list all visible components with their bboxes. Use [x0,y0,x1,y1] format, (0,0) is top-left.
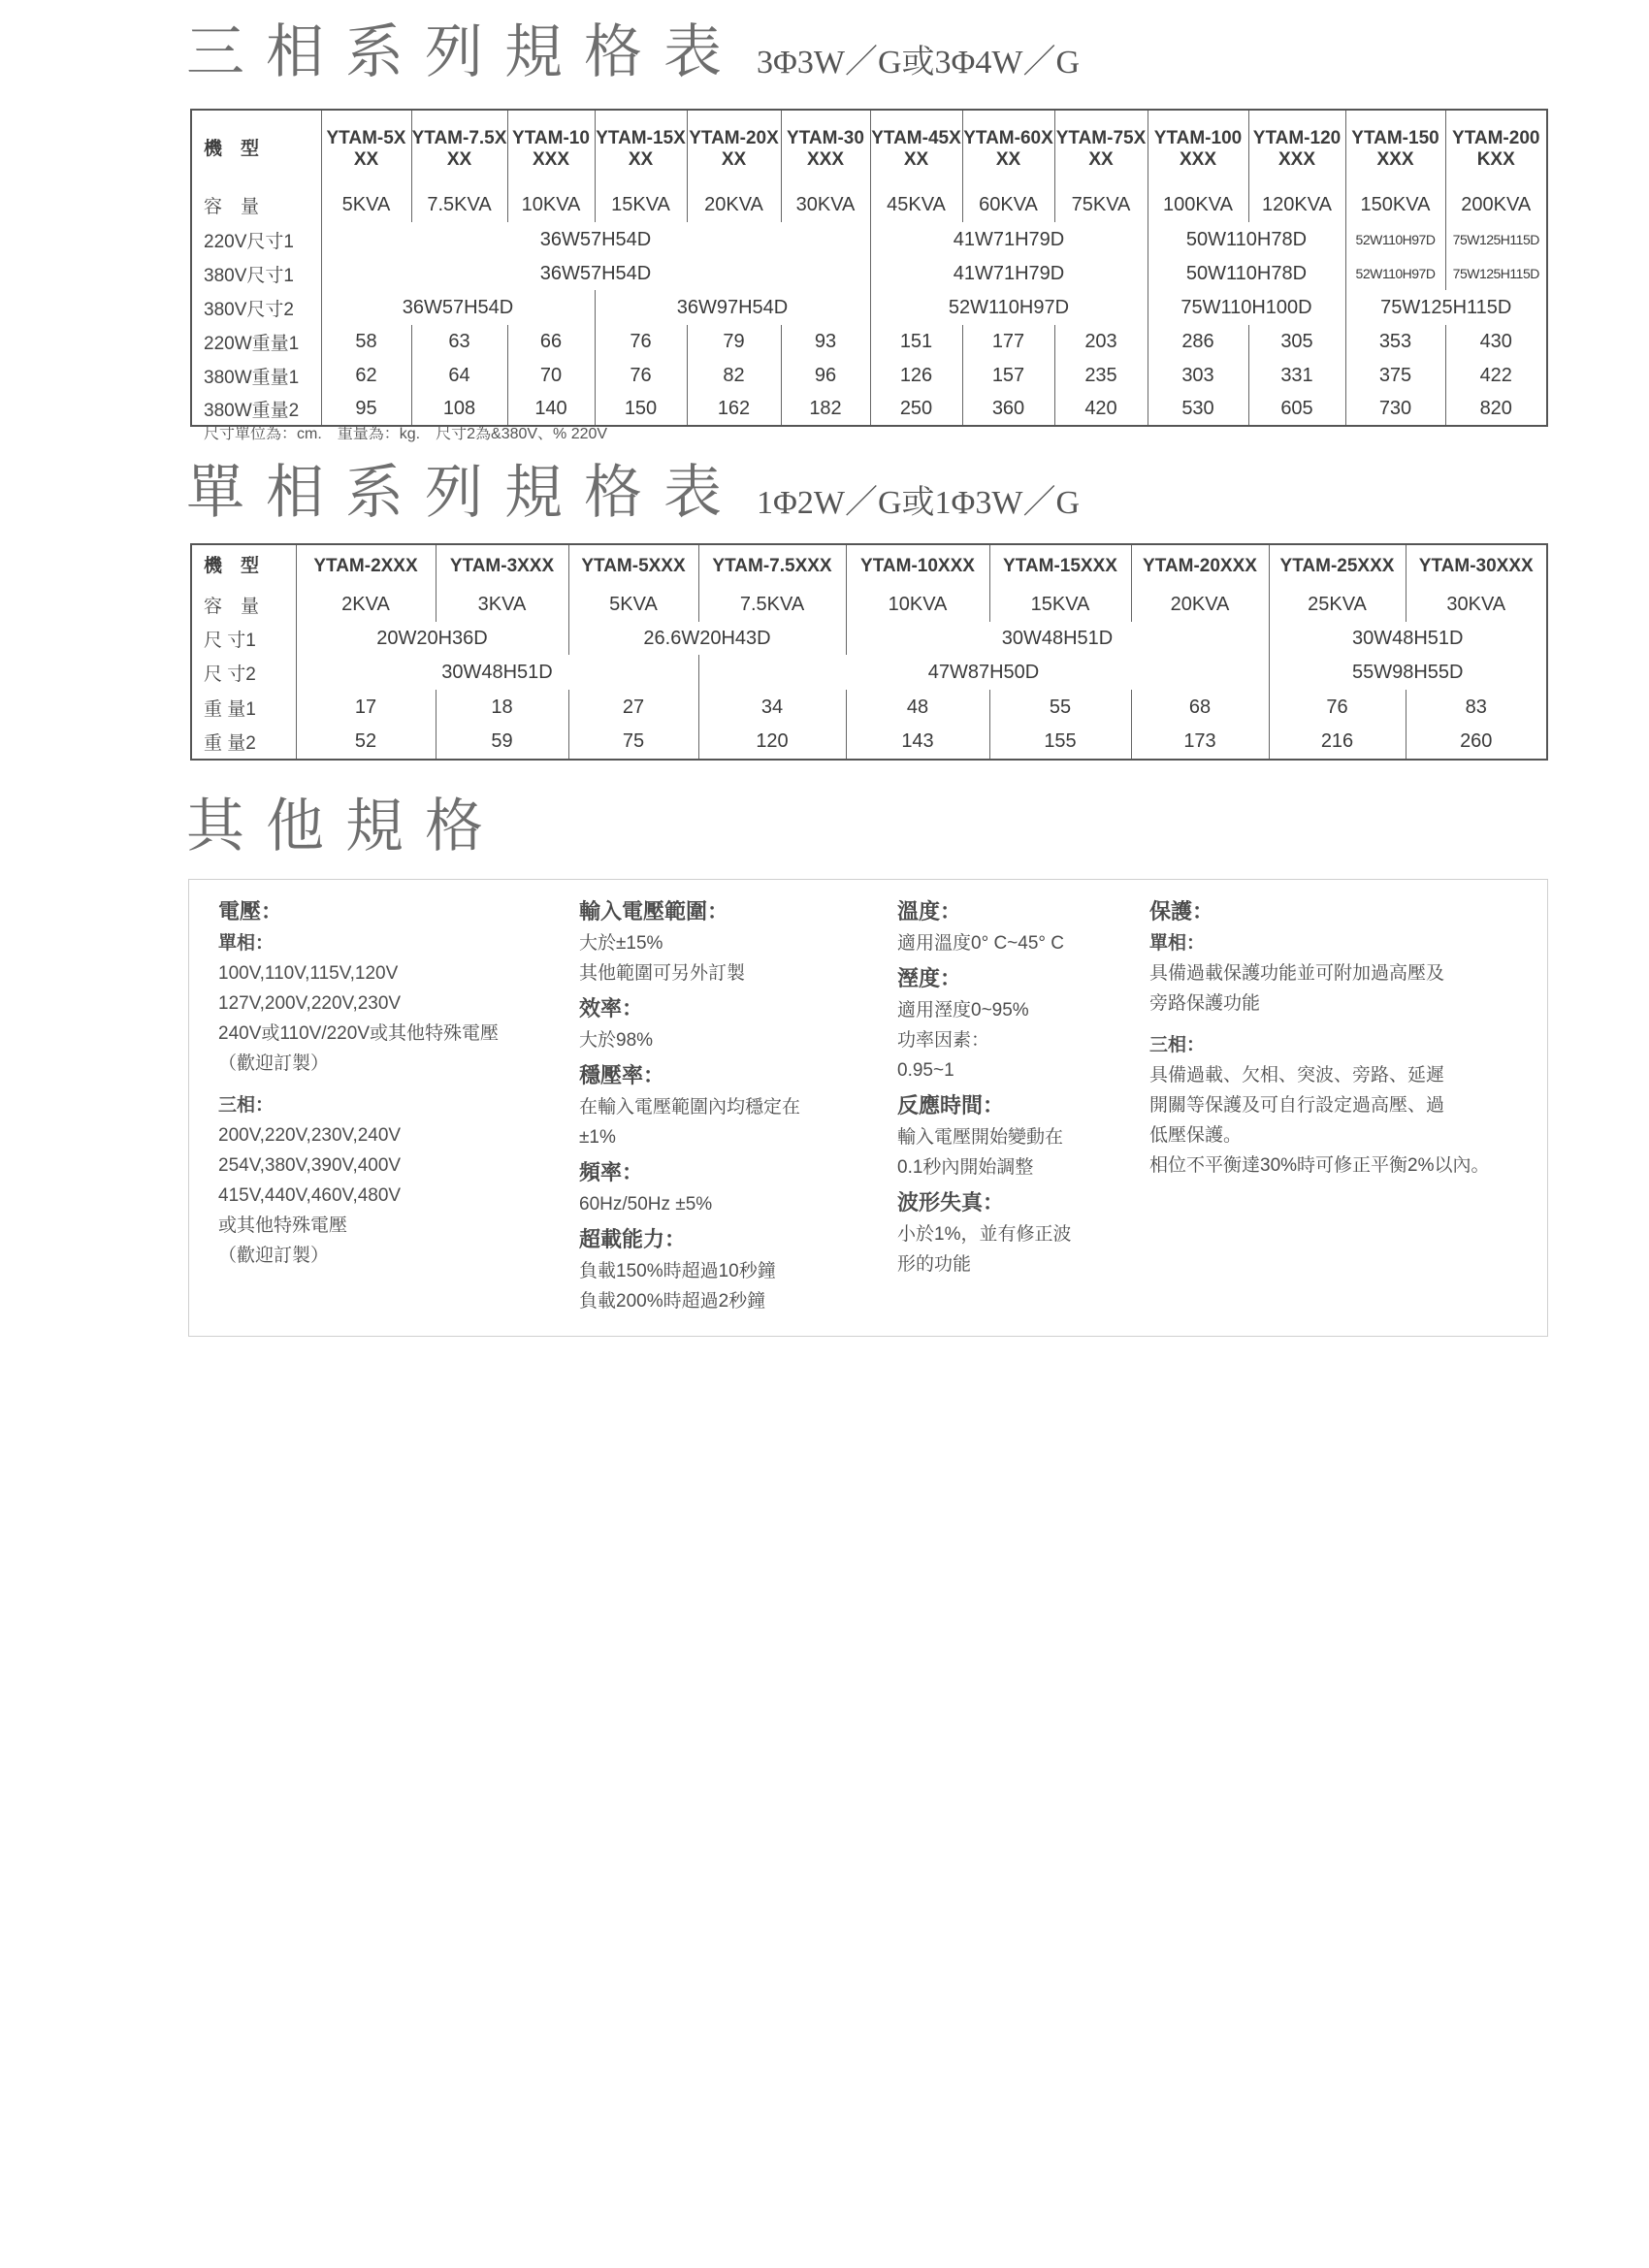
weight-cell: 157 [962,358,1054,393]
weight-cell: 182 [781,393,870,426]
row-label: 220V尺寸1 [191,222,321,257]
protection-single-label: 單相： [1149,933,1206,954]
weight-cell: 68 [1131,690,1269,725]
size-cell: 41W71H79D [870,222,1148,257]
other-specs-panel [188,879,1548,1337]
size-cell: 26.6W20H43D [568,622,846,655]
single-phase-subtitle: 1Φ2W／G或1Φ3W／G [757,485,1080,521]
model-cell: YTAM-120XXX [1248,110,1345,187]
model-cell: YTAM-100XXX [1148,110,1248,187]
list-item: 相位不平衡達30%時可修正平衡2%以內。 [1149,1155,1490,1176]
model-cell: YTAM-15XXX [595,110,687,187]
capacity-cell: 45KVA [870,187,962,222]
three-phase-spec-table [190,109,1548,427]
voltage-column [218,891,558,1271]
weight-cell: 95 [321,393,411,426]
list-item: 功率因素： [897,1030,990,1051]
model-cell: YTAM-10XXX [507,110,595,187]
voltage-three-label: 三相： [218,1095,275,1116]
weight-cell: 162 [687,393,781,426]
weight-cell: 82 [687,358,781,393]
weight-cell: 305 [1248,325,1345,358]
list-item: 形的功能 [897,1254,972,1275]
size-cell: 47W87H50D [698,655,1269,690]
list-item: 小於1%，並有修正波 [897,1224,1072,1245]
list-item: 其他範圍可另外訂製 [579,963,746,984]
capacity-cell: 200KVA [1445,187,1547,222]
weight-cell: 177 [962,325,1054,358]
list-item: 輸入電壓開始變動在 [897,1127,1064,1148]
row-label: 容 量 [191,187,321,222]
voltage-heading: 電壓： [218,899,283,923]
list-item: 240V或110V/220V或其他特殊電壓 [218,1023,499,1044]
size-cell: 52W110H97D [1345,222,1445,257]
list-item: 或其他特殊電壓 [218,1215,348,1236]
list-item: 127V,200V,220V,230V [218,993,402,1014]
capacity-cell: 3KVA [436,587,568,622]
single-phase-title: 單相系列規格表 [186,459,743,527]
row-label: 容 量 [191,587,296,622]
size-cell: 30W48H51D [1269,622,1547,655]
size-cell: 36W57H54D [321,257,870,290]
capacity-cell: 25KVA [1269,587,1406,622]
list-item: 開關等保護及可自行設定過高壓、過 [1149,1095,1445,1116]
row-label: 重 量1 [191,690,296,725]
list-item: 低壓保護。 [1149,1125,1243,1146]
weight-cell: 76 [1269,690,1406,725]
table-row [191,690,1547,725]
weight-cell: 108 [411,393,507,426]
size-cell: 30W48H51D [846,622,1269,655]
weight-cell: 66 [507,325,595,358]
model-cell: YTAM-20XXX [1131,544,1269,587]
weight-cell: 76 [595,325,687,358]
row-label: 220W重量1 [191,325,321,358]
table-row [191,222,1547,257]
weight-cell: 62 [321,358,411,393]
list-item: （歡迎訂製） [218,1053,330,1074]
capacity-cell: 15KVA [989,587,1131,622]
weight-cell: 140 [507,393,595,426]
size-cell: 75W110H100D [1148,290,1345,325]
weight-cell: 605 [1248,393,1345,426]
list-item: 旁路保護功能 [1149,993,1261,1014]
capacity-cell: 15KVA [595,187,687,222]
weight-cell: 79 [687,325,781,358]
weight-cell: 143 [846,725,989,760]
capacity-cell: 30KVA [781,187,870,222]
list-item: （歡迎訂製） [218,1246,330,1266]
list-item: ±1% [579,1127,616,1148]
weight-cell: 250 [870,393,962,426]
size-cell: 20W20H36D [296,622,568,655]
weight-cell: 216 [1269,725,1406,760]
weight-cell: 331 [1248,358,1345,393]
list-item: 254V,380V,390V,400V [218,1155,402,1176]
protection-three-label: 三相： [1149,1035,1206,1055]
humidity-heading: 溼度： [897,966,962,990]
row-label: 380V尺寸1 [191,257,321,290]
capacity-cell: 7.5KVA [698,587,846,622]
weight-cell: 375 [1345,358,1445,393]
weight-cell: 353 [1345,325,1445,358]
efficiency-heading: 效率： [579,996,644,1021]
weight-cell: 76 [595,358,687,393]
weight-cell: 70 [507,358,595,393]
weight-cell: 530 [1148,393,1248,426]
row-label: 380V尺寸2 [191,290,321,325]
size-cell: 30W48H51D [296,655,698,690]
other-specs-title: 其他規格 [186,793,504,860]
model-cell: YTAM-75XXX [1054,110,1148,187]
weight-cell: 120 [698,725,846,760]
capacity-cell: 5KVA [321,187,411,222]
size-cell: 75W125H115D [1445,257,1547,290]
row-label: 380W重量1 [191,358,321,393]
size-cell: 55W98H55D [1269,655,1547,690]
list-item: 在輸入電壓範圍內均穩定在 [579,1097,801,1118]
temperature-heading: 溫度： [897,899,962,923]
weight-cell: 173 [1131,725,1269,760]
table-row [191,358,1547,393]
list-item: 60Hz/50Hz ±5% [579,1194,713,1215]
size-cell: 36W57H54D [321,222,870,257]
size-cell: 41W71H79D [870,257,1148,290]
capacity-cell: 10KVA [846,587,989,622]
row-label: 重 量2 [191,725,296,760]
row-label: 機 型 [191,544,296,587]
model-cell: YTAM-200KXX [1445,110,1547,187]
electrical-column [579,891,870,1316]
model-cell: YTAM-150XXX [1345,110,1445,187]
capacity-cell: 120KVA [1248,187,1345,222]
weight-cell: 422 [1445,358,1547,393]
capacity-cell: 75KVA [1054,187,1148,222]
weight-cell: 820 [1445,393,1547,426]
model-cell: YTAM-30XXX [1406,544,1547,587]
model-cell: YTAM-60XXX [962,110,1054,187]
weight-cell: 83 [1406,690,1547,725]
size-cell: 52W110H97D [870,290,1148,325]
three-phase-subtitle: 3Φ3W／G或3Φ4W／G [757,45,1080,81]
table-row [191,257,1547,290]
size-cell: 50W110H78D [1148,222,1345,257]
model-cell: YTAM-45XXX [870,110,962,187]
row-label: 機 型 [191,110,321,187]
weight-cell: 430 [1445,325,1547,358]
capacity-cell: 20KVA [1131,587,1269,622]
list-item: 負載150%時超過10秒鐘 [579,1261,776,1281]
input-range-heading: 輸入電壓範圍： [579,899,729,923]
model-cell: YTAM-25XXX [1269,544,1406,587]
unit-note: 尺寸單位為：cm. 重量為：kg. 尺寸2為&380V、% 220V [204,426,608,442]
size-cell: 75W125H115D [1345,290,1547,325]
model-cell: YTAM-10XXX [846,544,989,587]
size-cell: 36W97H54D [595,290,870,325]
size-cell: 75W125H115D [1445,222,1547,257]
table-row [191,655,1547,690]
frequency-heading: 頻率： [579,1160,644,1184]
weight-cell: 151 [870,325,962,358]
weight-cell: 48 [846,690,989,725]
table-row [191,290,1547,325]
weight-cell: 360 [962,393,1054,426]
weight-cell: 18 [436,690,568,725]
protection-heading: 保護： [1149,899,1214,923]
model-cell: YTAM-15XXX [989,544,1131,587]
list-item: 適用溼度0~95% [897,1000,1029,1021]
size-cell: 50W110H78D [1148,257,1345,290]
weight-cell: 420 [1054,393,1148,426]
size-cell: 52W110H97D [1345,257,1445,290]
protection-column [1149,891,1537,1181]
model-cell: YTAM-2XXX [296,544,436,587]
list-item: 0.95~1 [897,1060,954,1081]
list-item: 0.1秒內開始調整 [897,1157,1034,1178]
model-cell: YTAM-30XXX [781,110,870,187]
weight-cell: 75 [568,725,698,760]
list-item: 415V,440V,460V,480V [218,1185,402,1206]
voltage-single-label: 單相： [218,933,275,954]
weight-cell: 286 [1148,325,1248,358]
model-cell: YTAM-20XXX [687,110,781,187]
capacity-cell: 20KVA [687,187,781,222]
weight-cell: 126 [870,358,962,393]
capacity-cell: 100KVA [1148,187,1248,222]
weight-cell: 260 [1406,725,1547,760]
weight-cell: 303 [1148,358,1248,393]
capacity-cell: 60KVA [962,187,1054,222]
weight-cell: 203 [1054,325,1148,358]
table-row [191,187,1547,222]
weight-cell: 55 [989,690,1131,725]
table-row [191,622,1547,655]
model-cell: YTAM-5XXX [568,544,698,587]
weight-cell: 96 [781,358,870,393]
weight-cell: 52 [296,725,436,760]
weight-cell: 27 [568,690,698,725]
weight-cell: 64 [411,358,507,393]
weight-cell: 150 [595,393,687,426]
response-heading: 反應時間： [897,1093,1005,1118]
table-row [191,725,1547,760]
weight-cell: 58 [321,325,411,358]
list-item: 100V,110V,115V,120V [218,963,399,984]
capacity-cell: 10KVA [507,187,595,222]
weight-cell: 730 [1345,393,1445,426]
table-row [191,110,1547,187]
weight-cell: 34 [698,690,846,725]
size-cell: 36W57H54D [321,290,595,325]
row-label: 尺 寸2 [191,655,296,690]
weight-cell: 17 [296,690,436,725]
weight-cell: 59 [436,725,568,760]
other-specs-title-block [186,793,504,860]
three-phase-title: 三相系列規格表 [186,18,743,86]
model-cell: YTAM-7.5XXX [411,110,507,187]
capacity-cell: 150KVA [1345,187,1445,222]
weight-cell: 235 [1054,358,1148,393]
table-row [191,587,1547,622]
regulation-heading: 穩壓率： [579,1063,665,1087]
table-row [191,325,1547,358]
overload-heading: 超載能力： [579,1227,687,1251]
table-row [191,544,1547,587]
model-cell: YTAM-5XXX [321,110,411,187]
distortion-heading: 波形失真： [897,1190,1005,1215]
environment-column [897,891,1149,1280]
model-cell: YTAM-7.5XXX [698,544,846,587]
capacity-cell: 30KVA [1406,587,1547,622]
list-item: 適用溫度0° C~45° C [897,933,1064,954]
single-phase-spec-table [190,543,1548,761]
single-phase-title-block [186,459,1080,527]
row-label: 380W重量2 [191,393,321,426]
capacity-cell: 7.5KVA [411,187,507,222]
capacity-cell: 2KVA [296,587,436,622]
weight-cell: 63 [411,325,507,358]
list-item: 具備過載保護功能並可附加過高壓及 [1149,963,1445,984]
list-item: 大於±15% [579,933,663,954]
list-item: 負載200%時超過2秒鐘 [579,1291,766,1312]
weight-cell: 93 [781,325,870,358]
capacity-cell: 5KVA [568,587,698,622]
model-cell: YTAM-3XXX [436,544,568,587]
list-item: 具備過載、欠相、突波、旁路、延遲 [1149,1065,1445,1085]
list-item: 200V,220V,230V,240V [218,1125,402,1146]
weight-cell: 155 [989,725,1131,760]
row-label: 尺 寸1 [191,622,296,655]
list-item: 大於98% [579,1030,654,1051]
three-phase-title-block [186,18,1080,86]
